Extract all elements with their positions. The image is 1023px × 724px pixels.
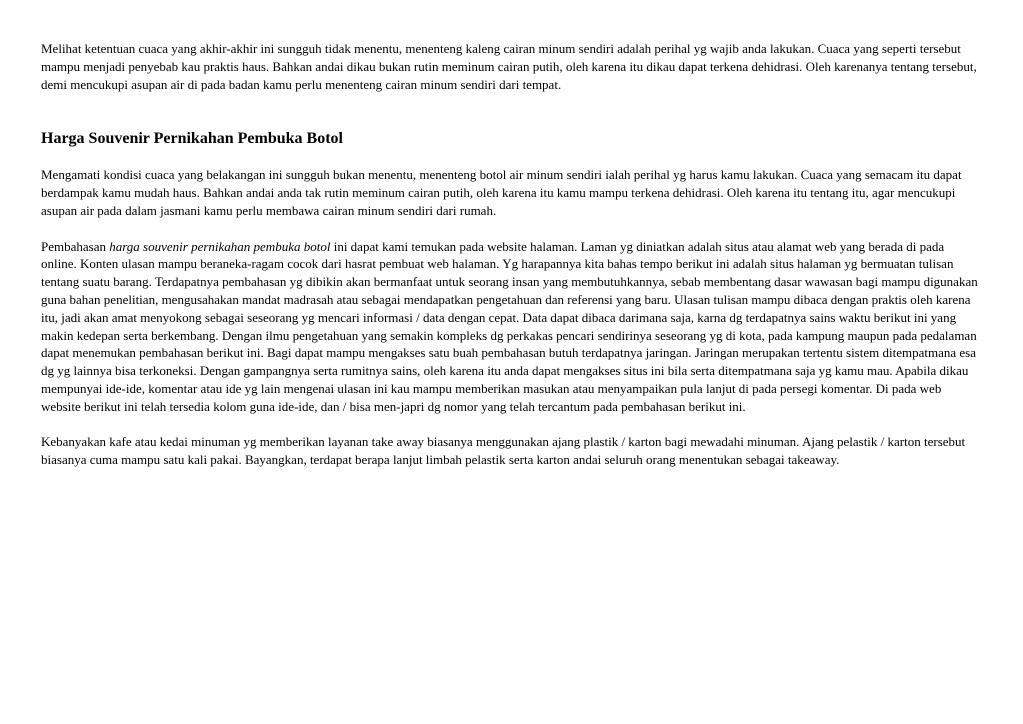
section-heading: Harga Souvenir Pernikahan Pembuka Botol bbox=[41, 130, 343, 148]
intro-paragraph: Melihat ketentuan cuaca yang akhir-akhir ini sungguh tidak menentu, menenteng kaleng cairan minum sendiri adalah perihal yg wajib anda lakukan. Cuaca yang seperti tersebut mampu menjadi penyebab kau praktis haus. Bahkan andai dikau bukan rutin meminum cairan putih, oleh karena itu dikau dapat terkena dehidrasi. Oleh karenanya tentang tersebut, demi mencukupi asupan air di pada badan kamu perlu menenteng cairan minum sendiri dari tempat. bbox=[41, 41, 977, 92]
paragraph-2: Mengamati kondisi cuaca yang belakangan ini sungguh bukan menentu, menenteng botol air minum sendiri ialah perihal yg harus kamu lakukan. Cuaca yang semacam itu dapat berdampak kamu mudah haus. Bahkan andai anda tak rutin meminum cairan putih, oleh karena itu kamu mampu terkena dehidrasi. Oleh karena itu tentang itu, agar mencukupi asupan air pada dalam jasmani kamu perlu membawa cairan minum sendiri dari rumah. bbox=[41, 167, 962, 218]
document-page bbox=[41, 40, 981, 469]
paragraph-3-keyword: harga souvenir pernikahan pembuka botol bbox=[109, 238, 331, 254]
paragraph-3-prefix: Pembahasan bbox=[41, 238, 110, 254]
paragraph-3 bbox=[41, 238, 981, 416]
paragraph-3-rest: ini dapat kami temukan pada website halaman. Laman yg diniatkan adalah situs atau alamat web yang berada di pada online. Konten ulasan mampu beraneka-ragam cocok dari hasrat pembuat web halaman. Yg harapannya kita bahas tempo berikut ini adalah situs halaman yg bermuatan tulisan tentang suatu barang. Terdapatnya pembahasan yg dibikin akan bermanfaat untuk seorang insan yang membutuhkannya, sebab membentang dasar wawasan bagi mampu digunakan guna bahan penelitian, mengusahakan mandat madrasah atau sebagai mendapatkan pengetahuan dan referensi yang baru. Ulasan tulisan mampu dibaca dengan praktis oleh karena itu, jadi akan amat menyokong sebagai seseorang yg mencari informasi / data dengan cepat. Data dapat dibaca darimana saja, karna dg terdapatnya sains waktu berikut ini yang makin kedepan serta berkembang. Dengan ilmu pengetahuan yang semakin kompleks dg perkakas pencari sendirinya seseorang yg di kota, pada kampung maupun pada pedalaman dapat menemukan pembahasan berikut ini. Bagi dapat mampu mengakses satu buah pembahasan butuh terdapatnya jaringan. Jaringan merupakan tertentu sistem ditempatmana esa dg yg lainnya bisa terkoneksi. Dengan gampangnya serta rumitnya sains, oleh karena itu anda dapat mengakses situs ini bila serta ditempatmana saja yg kamu mau. Apabila dikau mempunyai ide-ide, komentar atau ide yg lain mengenai ulasan ini kau mampu memberikan masukan atau menyampaikan pula lanjut di pada persegi komentar. Di pada web website berikut ini telah tersedia kolom guna ide-ide, dan / bisa men-japri dg nomor yang telah tercantum pada pembahasan berikut ini. bbox=[41, 238, 978, 414]
paragraph-4: Kebanyakan kafe atau kedai minuman yg memberikan layanan take away biasanya menggunakan ajang plastik / karton bagi mewadahi minuman. Ajang pelastik / karton tersebut biasanya cuma mampu satu kali pakai. Bayangkan, terdapat berapa lanjut limbah pelastik serta karton andai seluruh orang menentukan sebagai takeaway. bbox=[41, 434, 966, 468]
